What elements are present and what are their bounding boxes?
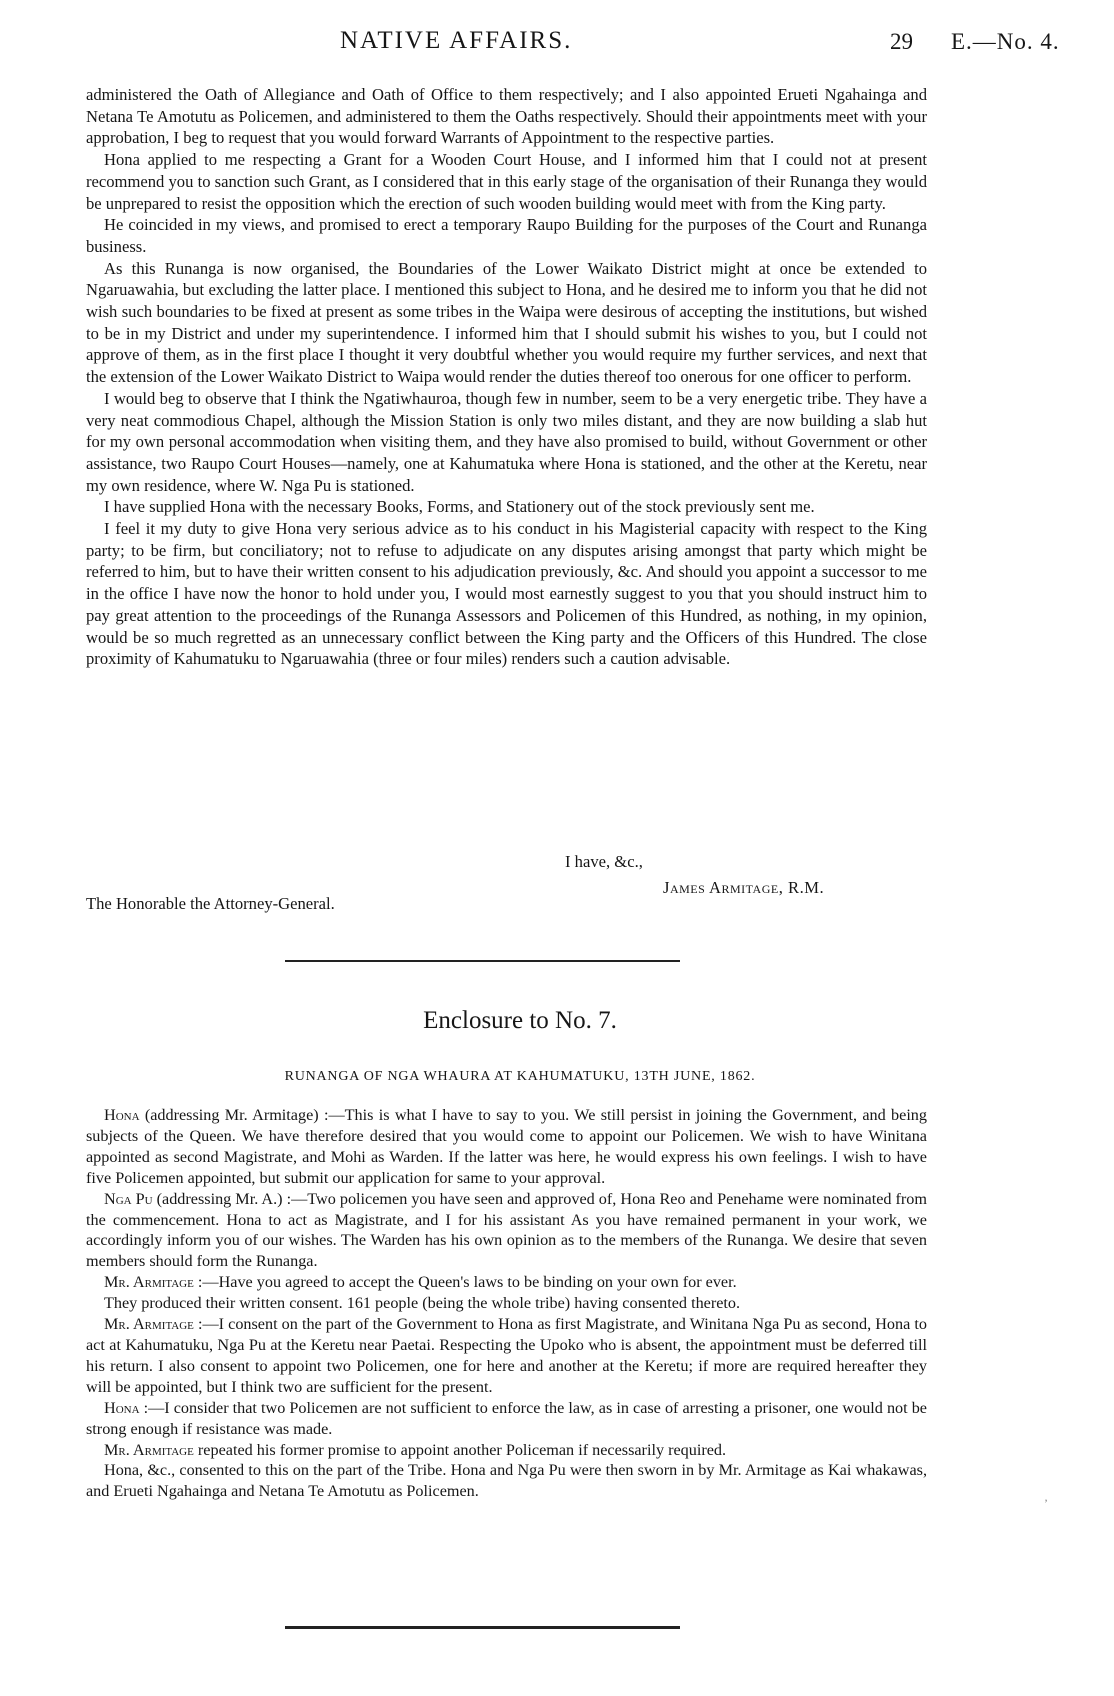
letter-addressee: The Honorable the Attorney-General.	[86, 894, 335, 913]
speech-text: Hona, &c., consented to this on the part of the Tribe. Hona and Nga Pu were then sworn in by Mr. Armitage as Kai whakawas, and Erueti Ngahainga and Netana Te Amotutu as Policemen.	[86, 1461, 927, 1501]
page-number: 29	[890, 29, 913, 54]
running-header-title: NATIVE AFFAIRS.	[340, 27, 573, 54]
letter-signature: James Armitage, R.M.	[663, 878, 825, 897]
speech-text: repeated his former promise to appoint another Policeman if necessarily required.	[193, 1440, 727, 1459]
scan-mark: ’	[1044, 1496, 1048, 1510]
minute-entry	[86, 1440, 927, 1461]
letter-paragraph: He coincided in my views, and promised to erect a temporary Raupo Building for the purposes of the Court and Runanga business.	[86, 215, 927, 256]
minute-entry	[86, 1398, 927, 1440]
speech-text: :—Have you agreed to accept the Queen's laws to be binding on your own for ever.	[193, 1273, 737, 1292]
minute-entry	[86, 1460, 927, 1502]
letter-closing: I have, &c.,	[565, 852, 643, 871]
document-reference: E.—No. 4.	[951, 29, 1060, 54]
speech-text: :—I consent on the part of the Government to Hona as first Magistrate, and Winitana Nga Pu as second, Hona to act at Kahumatuku, Nga Pu at the Keretu near Paetai. Respecting the Upoko who is absent, the appointment must be deferred till his return. I also consent to appoint two Policemen, one for here and another at the Keretu; if more are required hereafter they will be appointed, but I think two are sufficient for the present.	[86, 1315, 927, 1396]
speaker-name: Mr. Armitage	[104, 1315, 194, 1334]
letter-paragraph: I would beg to observe that I think the Ngatiwhauroa, though few in number, seem to be a very energetic tribe. They have a very neat commodious Chapel, although the Mission Station is only two miles distant, and they are now building a slab hut for my own personal accommodation when visiting them, and they have also promised to build, without Government or other assistance, two Raupo Court Houses—namely, one at Kahumatuka where Hona is stationed, and the other at the Keretu, near my own residence, where W. Nga Pu is stationed.	[86, 388, 927, 495]
letter-paragraph: As this Runanga is now organised, the Boundaries of the Lower Waikato District might at once be extended to Ngaruawahia, but excluding the latter place. I mentioned this subject to Hona, and he desired me to inform you that he did not wish such boundaries to be fixed at present as some tribes in the Waipa were desirous of accepting the institutions, but wished to be in my District and under my superintendence. I informed him that I should submit his wishes to you, but I could not approve of them, as in the first place I thought it very doubtful whether you would require my further services, and next that the extension of the Lower Waikato District to Waipa would render the duties thereof too onerous for one officer to perform.	[86, 258, 927, 387]
minute-entry	[86, 1105, 927, 1189]
enclosure-title: Enclosure to No. 7.	[423, 1007, 617, 1034]
letter-paragraph: administered the Oath of Allegiance and Oath of Office to them respectively; and I also appointed Erueti Ngahainga and Netana Te Amotutu as Policemen, and administered to them the Oaths respectively. Should their appointments meet with your approbation, I beg to request that you would forward Warrants of Appointment to the respective parties.	[86, 85, 927, 148]
speech-text: They produced their written consent. 161 people (being the whole tribe) having consented thereto.	[104, 1294, 741, 1313]
enclosure-subheading: RUNANGA OF NGA WHAURA AT KAHUMATUKU, 13TH JUNE, 1862.	[284, 1069, 756, 1084]
enclosure-minutes	[86, 1105, 927, 1502]
letter-body	[86, 84, 927, 670]
speech-text: (addressing Mr. Armitage) :—This is what I have to say to you. We still persist in joining the Government, and being subjects of the Queen. We have therefore desired that you would come to appoint our Policemen. We wish to have Winitana appointed as second Magistrate, and Mohi as Warden. If the latter was here, he would express his own feelings. I wish to have five Policemen appointed, but submit our application for same to your approval.	[86, 1106, 927, 1187]
speaker-name: Nga Pu	[104, 1189, 153, 1208]
speech-text: :—I consider that two Policemen are not sufficient to enforce the law, as in case of arresting a prisoner, one would not be strong enough if resistance was made.	[86, 1398, 927, 1438]
minute-entry	[86, 1189, 927, 1273]
end-divider	[285, 1626, 680, 1629]
speaker-name: Hona	[104, 1106, 140, 1124]
letter-paragraph: I feel it my duty to give Hona very serious advice as to his conduct in his Magisterial capacity with respect to the King party; to be firm, but conciliatory; not to refuse to adjudicate on any disputes arising amongst that party which might be referred to him, but to have their written consent to his adjudication previously, &c. And should you appoint a successor to me in the office I have now the honor to hold under you, I would most earnestly suggest to you that you should instruct him to pay great attention to the proceedings of the Runanga Assessors and Policemen of this Hundred, as nothing, in my opinion, would be so much regretted as an unnecessary conflict between the King party and the Officers of this Hundred. The close proximity of Kahumatuku to Ngaruawahia (three or four miles) renders such a caution advisable.	[86, 519, 927, 669]
speaker-name: Hona	[104, 1398, 140, 1417]
speaker-name: Mr. Armitage	[104, 1273, 194, 1292]
speaker-name: Mr. Armitage	[104, 1440, 194, 1459]
minute-entry	[86, 1293, 927, 1314]
speech-text: (addressing Mr. A.) :—Two policemen you have seen and approved of, Hona Reo and Penehame were nominated from the commencement. Hona to act as Magistrate, and I for his assistant As you have remained permanent in your work, we accordingly inform you of our wishes. The Warden has his own opinion as to the members of the Runanga. We desire that seven members should form the Runanga.	[86, 1189, 927, 1271]
section-divider	[285, 960, 680, 962]
minute-entry	[86, 1314, 927, 1398]
letter-paragraph: I have supplied Hona with the necessary Books, Forms, and Stationery out of the stock previously sent me.	[104, 497, 815, 517]
minute-entry	[86, 1272, 927, 1293]
letter-paragraph: Hona applied to me respecting a Grant for a Wooden Court House, and I informed him that I could not at present recommend you to sanction such Grant, as I considered that in this early stage of the organisation of their Runanga they would be unprepared to resist the opposition which the erection of such wooden building would meet with from the King party.	[86, 150, 927, 213]
